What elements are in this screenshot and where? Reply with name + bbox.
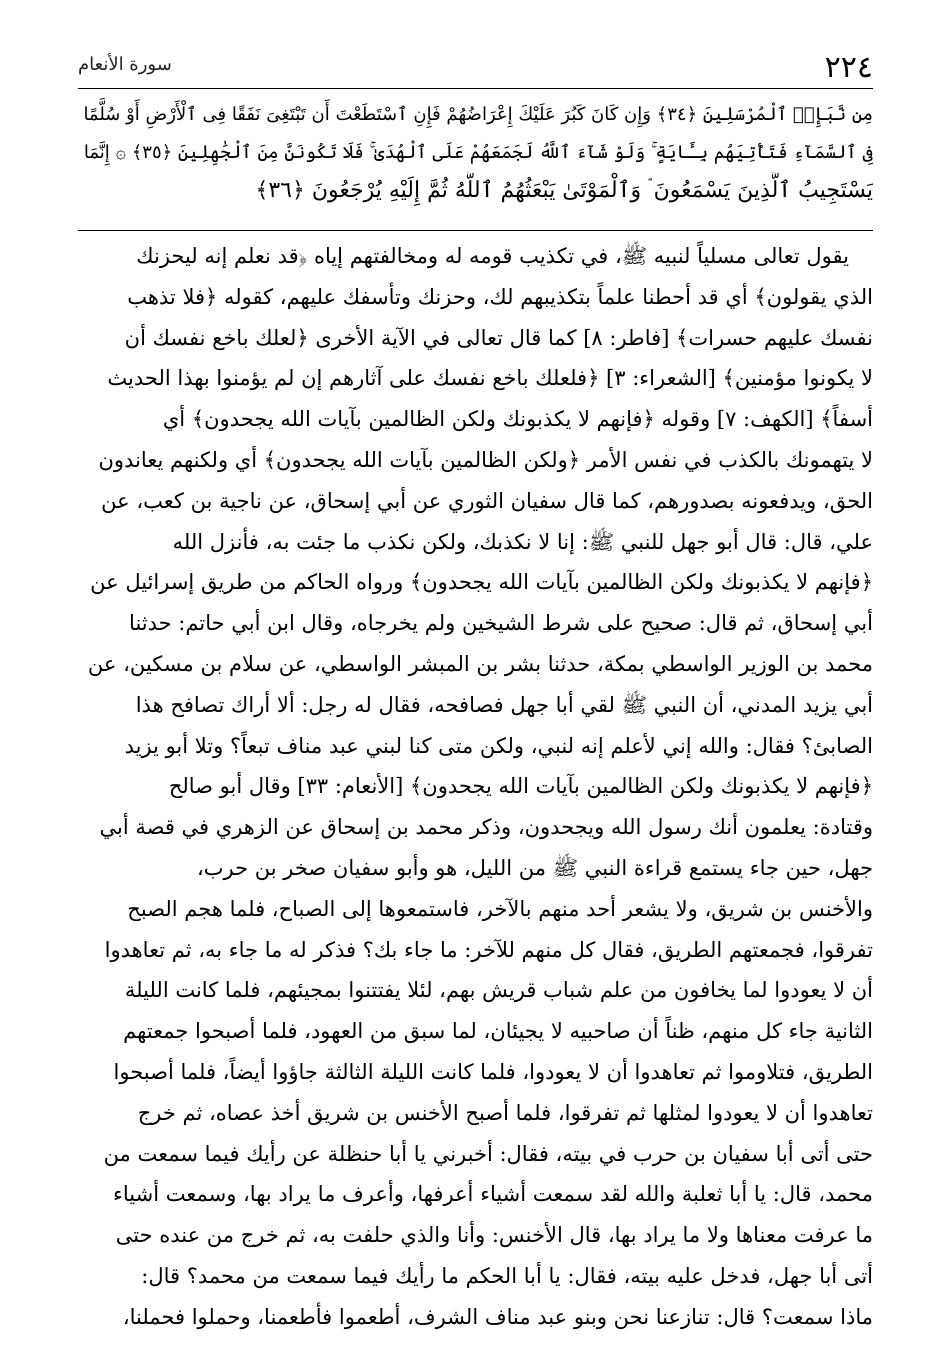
tafsir-line: تعاهدوا أن لا يعودوا لمثلها ثم تفرقوا، فلما أصبح الأخنس بن شريق أخذ عصاه، ثم خرج bbox=[137, 1100, 873, 1125]
tafsir-line: والأخنس بن شريق، ولا يشعر أحد منهم بالآخر، فاستمعوها إلى الصباح، فلما هجم الصبح bbox=[127, 896, 873, 921]
tafsir-line: لا يتهمونك بالكذب في نفس الأمر ﴿ولكن الظالمين بآيات الله يجحدون﴾ أي ولكنهم يعاندون bbox=[98, 447, 873, 472]
tafsir-line: الثانية جاء كل منهم، ظناً أن صاحبيه لا يجيئان، لما سبق من العهود، فلما أصبحوا جمعتهم bbox=[123, 1019, 873, 1044]
header-divider bbox=[78, 88, 873, 89]
tafsir-line: الطريق، فتلاوموا ثم تعاهدوا أن لا يعودوا، فلما كانت الليلة الثالثة جاؤوا أيضاً، فلما أصبحوا bbox=[113, 1059, 873, 1084]
surah-name: سورة الأنعام bbox=[78, 54, 172, 75]
page-header bbox=[78, 48, 873, 88]
tafsir-line: أسفاً﴾ [الكهف: ٧] وقوله ﴿فإنهم لا يكذبونك ولكن الظالمين بآيات الله يجحدون﴾ أي bbox=[162, 407, 873, 432]
tafsir-line: تفرقوا، فجمعتهم الطريق، فقال كل منهم للآخر: ما جاء بك؟ فذكر له ما جاء به، ثم تعاهدوا bbox=[104, 937, 873, 962]
verses-divider bbox=[78, 230, 873, 231]
tafsir-line: لا يكونوا مؤمنين﴾ [الشعراء: ٣] ﴿فلعلك باخع نفسك على آثارهم إن لم يؤمنوا بهذا الحديث bbox=[107, 366, 873, 391]
tafsir-line: الذي يقولون﴾ أي قد أحطنا علماً بتكذيبهم لك، وحزنك وتأسفك عليهم، كقوله ﴿فلا تذهب bbox=[127, 284, 873, 309]
tafsir-line: حتى أتى أبا سفيان بن حرب في بيته، فقال: أخبرني يا أبا حنظلة عن رأيك فيما سمعت من bbox=[103, 1141, 873, 1166]
tafsir-line: ما عرفت معناها ولا ما يراد بها، قال الأخنس: وأنا والذي حلفت به، ثم خرج من عنده حتى bbox=[115, 1223, 873, 1248]
quran-line: فِى ٱلسَّمَآءِ فَتَأْتِيَهُم بِـَٔايَةٍ ۚ وَلَوْ شَآءَ ٱللَّهُ لَجَمَعَهُمْ عَلَى ٱلْهُدَىٰ ۚ فَلَا تَكُونَنَّ مِنَ ٱلْجَٰهِلِينَ ﴿٣٥﴾ ۞ إِنَّمَا bbox=[83, 142, 873, 163]
quran-verses bbox=[78, 96, 873, 228]
quran-line: مِن نَّبَإِي۟ ٱلْمُرْسَلِينَ ﴿٣٤﴾ وَإِن كَانَ كَبُرَ عَلَيْكَ إِعْرَاضُهُمْ فَإِنِ ٱسْتَطَعْتَ أَن تَبْتَغِىَ نَفَقًا فِى ٱلْأَرْضِ أَوْ سُلَّمًا bbox=[83, 104, 873, 125]
tafsir-line: محمد بن الوزير الواسطي بمكة، حدثنا بشر بن المبشر الواسطي، عن سلام بن مسكين، عن bbox=[87, 651, 873, 676]
tafsir-line: أبي إسحاق، ثم قال: صحيح على شرط الشيخين ولم يخرجاه، وقال ابن أبي حاتم: حدثنا bbox=[129, 611, 873, 636]
tafsir-line: الصابئ؟ فقال: والله إني لأعلم إنه لنبي، ولكن متى كنا لبني عبد مناف تبعاً؟ وتلا أبو يزيد bbox=[124, 733, 873, 758]
tafsir-line: جهل، حين جاء يستمع قراءة النبي ﷺ من الليل، هو وأبو سفيان صخر بن حرب، bbox=[196, 855, 873, 880]
tafsir-line: علي، قال: قال أبو جهل للنبي ﷺ: إنا لا نكذبك، ولكن نكذب ما جئت به، فأنزل الله bbox=[172, 529, 873, 554]
quran-line: يَسْتَجِيبُ ٱلَّذِينَ يَسْمَعُونَ ۘ وَٱلْمَوْتَىٰ يَبْعَثُهُمُ ٱللَّهُ ثُمَّ إِلَيْهِ يُرْجَعُونَ ﴿٣٦﴾ bbox=[255, 178, 873, 203]
tafsir-line: أن لا يعودوا لما يخافون من علم شباب قريش بهم، لئلا يفتتنوا بمجيئهم، فلما كانت الليلة bbox=[124, 978, 873, 1003]
page-number: ٢٢٤ bbox=[824, 50, 873, 85]
tafsir-line: وقتادة: يعلمون أنك رسول الله ويجحدون، وذكر محمد بن إسحاق عن الزهري في قصة أبي bbox=[99, 815, 873, 840]
tafsir-line: محمد، قال: يا أبا ثعلبة والله لقد سمعت أشياء أعرفها، وأعرف ما يراد بها، وسمعت أشياء bbox=[113, 1182, 873, 1207]
tafsir-line: أتى أبا جهل، فدخل عليه بيته، فقال: يا أبا الحكم ما رأيك فيما سمعت من محمد؟ قال: bbox=[141, 1263, 873, 1288]
tafsir-line: نفسك عليهم حسرات﴾ [فاطر: ٨] كما قال تعالى في الآية الأخرى ﴿لعلك باخع نفسك أن bbox=[124, 325, 873, 350]
tafsir-line: أبي يزيد المدني، أن النبي ﷺ لقي أبا جهل فصافحه، فقال له رجل: ألا أراك تصافح هذا bbox=[135, 692, 873, 717]
tafsir-line: الحق، ويدفعونه بصدورهم، كما قال سفيان الثوري عن أبي إسحاق، عن ناجية بن كعب، عن bbox=[101, 488, 873, 513]
tafsir-line: ماذا سمعت؟ قال: تنازعنا نحن وبنو عبد مناف الشرف، أطعموا فأطعمنا، وحملوا فحملنا، bbox=[122, 1304, 873, 1329]
tafsir-line: ﴿فإنهم لا يكذبونك ولكن الظالمين بآيات الله يجحدون﴾ ورواه الحاكم من طريق إسرائيل عن bbox=[90, 570, 873, 595]
tafsir-line: يقول تعالى مسلياً لنبيه ﷺ، في تكذيب قومه له ومخالفتهم إياه ﴿قد نعلم إنه ليحزنك bbox=[136, 244, 849, 268]
tafsir-line: ﴿فإنهم لا يكذبونك ولكن الظالمين بآيات الله يجحدون﴾ [الأنعام: ٣٣] وقال أبو صالح bbox=[168, 774, 873, 799]
tafsir-text bbox=[78, 236, 873, 1356]
